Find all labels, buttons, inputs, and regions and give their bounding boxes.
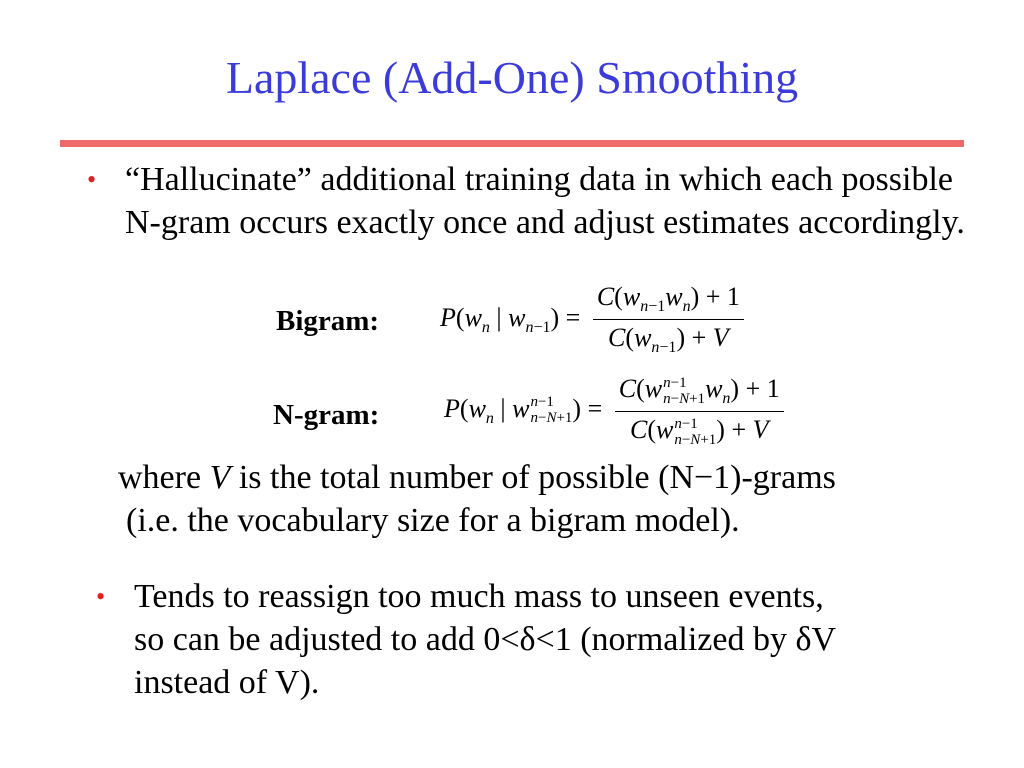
bigram-formula [440,282,744,357]
slide-title: Laplace (Add-One) Smoothing [225,52,799,103]
where-text-suffix: is the total number of possible (N−1)-grams [230,459,836,496]
bullet-reassign [96,575,994,704]
bullet-text: “Hallucinate” additional training data in which each possible N-gram occurs exactly once and adjust estimates accordingly. [125,161,965,241]
bigram-denominator: $C(w_{n-1}) + V$ [608,323,729,357]
where-text-line2: (i.e. the vocabulary size for a bigram model). [126,502,740,539]
bigram-formula-lhs: $P(w_n$ | $w_{n-1}$) = [440,302,581,336]
ngram-formula [444,374,784,448]
bigram-label: Bigram: [276,305,380,337]
ngram-denominator: C(w n−1 n−N+1 ) + V [629,415,769,448]
bullet-dot: • [87,165,97,194]
bullet-dot: • [96,582,106,611]
bigram-numerator: $C(w_{n-1}w_n) + 1$ [593,282,744,320]
where-var: V [209,459,231,496]
title-divider [60,140,964,147]
bullet-hallucinate [87,158,985,244]
bullet-line1: Tends to reassign too much mass to unseen events, [134,578,824,615]
where-text-prefix: where [118,459,210,496]
bigram-formula-fraction [593,282,744,357]
where-explanation [118,456,998,542]
ngram-formula-fraction [615,374,784,448]
ngram-formula-lhs: $P(w_n$ | w n−1 n−N+1 ) = [444,393,603,428]
bullet-line3: instead of V). [134,664,320,701]
bullet-line2: so can be adjusted to add 0<δ<1 (normalized by δV [134,621,837,658]
ngram-numerator: C(w n−1 n−N+1 $w_n) + 1$ [615,374,784,412]
ngram-label: N-gram: [273,399,380,431]
